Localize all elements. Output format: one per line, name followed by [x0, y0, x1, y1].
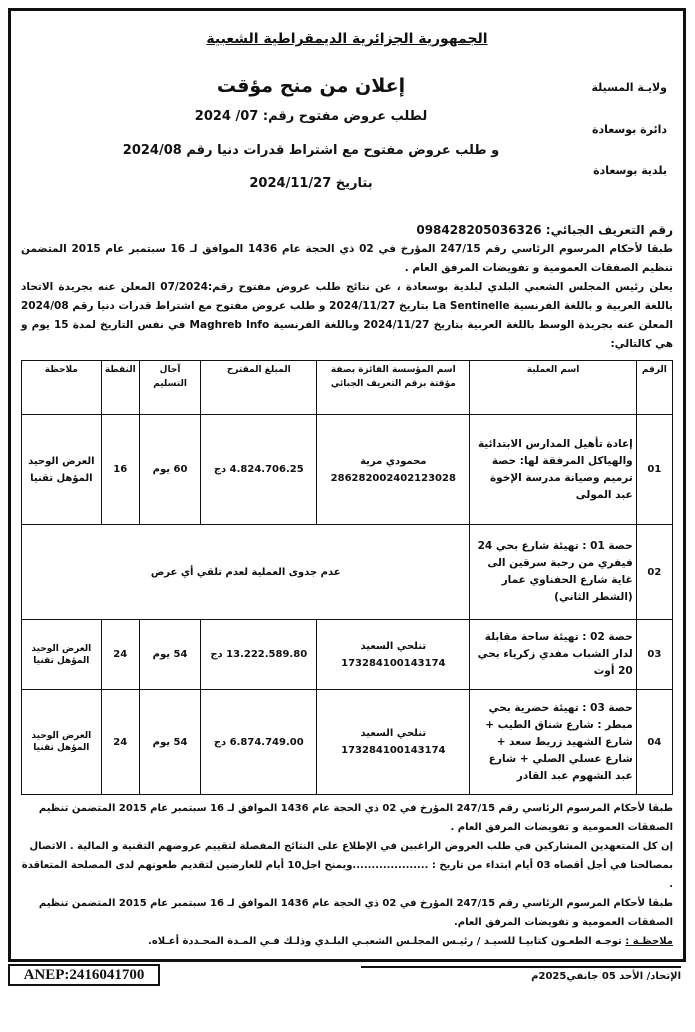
legal-reference-2: طبقا لأحكام المرسوم الرئاسي رقم 247/15 المؤرخ في 02 ذي الحجة عام 1436 الموافق لـ 16 سبتمبر عام 2015 المتضمن تنظيم الصفقات العمومية و تفويضات المرفق العام . — [38, 803, 673, 833]
company-id: 286282002402123028 — [330, 472, 456, 484]
legal-reference: طبقا لأحكام المرسوم الرئاسي رقم 247/15 المؤرخ في 02 ذي الحجة عام 1436 الموافق لـ 16 سبتمبر عام 2015 المتضمن تنظيم الصفقات العمومية و تفويضات المرفق العام . — [21, 243, 673, 274]
row-number: 02 — [636, 525, 672, 620]
tender-line-2: و طلب عروض مفتوح مع اشتراط قدرات دنيا رقم 2024/08 — [122, 143, 500, 158]
daira-label: دائرة بوسعادة — [591, 123, 667, 136]
col-operation: اسم العملية — [470, 361, 636, 415]
fiscal-id: رقم التعريف الجبائي: 098428205036326 — [416, 223, 673, 237]
wilaya-label: ولايـة المسيلة — [591, 81, 667, 94]
col-company: اسم المؤسسة الفائزة بصفة مؤقتة برقم التعريف الجبائي — [317, 361, 470, 415]
row-delay: 60 يوم — [139, 415, 200, 525]
document-header — [21, 11, 673, 216]
row-amount: 4.824.706.25 دج — [201, 415, 317, 525]
row-delay: 54 يوم — [139, 620, 200, 690]
row-delay: 54 يوم — [139, 690, 200, 795]
col-amount: المبلغ المقترح — [201, 361, 317, 415]
row-amount: 13.222.589.80 دج — [201, 620, 317, 690]
republic-heading: الجمهورية الجزائرية الديمقراطية الشعبية — [206, 31, 488, 47]
announcement-text: يعلن رئيس المجلس الشعبي البلدي لبلدية بوسعادة ، عن نتائج طلب عروض مفتوح رقم:07/2024 المعلن عنه بجريدة الاتحاد باللغة العربية و باللغة الفرنسية La Sentinelle بتاريخ 2024/11/27 و طلب عروض مفتوح مع اشتراط قدرات دنيا رقم 2024/08 المعلن عنه بجريدة الوسط باللغة العربية بتاريخ 2024/11/27 وباللغة الفرنسية Maghreb Info في نفس التاريخ لمدة 15 يوم و هي كالتالي: — [21, 281, 674, 350]
row-number: 01 — [636, 415, 672, 525]
row-score: 24 — [101, 690, 139, 795]
table-row — [22, 620, 673, 690]
table-row — [22, 415, 673, 525]
row-score: 24 — [101, 620, 139, 690]
row-remark: العرض الوحيد المؤهل تقنيا — [22, 620, 102, 690]
row-operation: إعادة تأهيل المدارس الابتدائية والهياكل المرفقة لها: حصة ترميم وصيانة مدرسة الإخوة عبد المولى — [470, 415, 636, 525]
row-amount: 6.874.749.00 دج — [201, 690, 317, 795]
company-id: 173284100143174 — [341, 657, 446, 669]
company-id: 173284100143174 — [341, 745, 446, 756]
row-number: 04 — [636, 690, 672, 795]
results-table — [21, 360, 673, 795]
document-frame — [8, 8, 686, 962]
row-company — [317, 690, 470, 795]
row-operation: حصة 03 : تهيئة حضرية بحي مبطر : شارع شناق الطيب + شارع الشهيد زريط سعد + شارع عسلي الصلي + شارع عبد الشهوم عبد القادر — [470, 690, 636, 795]
company-name: تنلحي السعيد — [360, 640, 427, 652]
anep-reference: ANEP:2416041700 — [8, 964, 160, 986]
row-operation: حصة 02 : تهيئة ساحة مقابلة لدار الشباب مفدي زكرياء بحي 20 أوت — [470, 620, 636, 690]
announcement-title: إعلان من منح مؤقت — [216, 75, 406, 97]
remark-text: توجـه الطعـون كتابيـا للسيـد / رئيـس المجلـس الشعبـي البلـدي وذلـك فـي المـدة المحـددة أعـلاه. — [148, 936, 622, 947]
table-row — [22, 690, 673, 795]
tender-date: بتاريخ 2024/11/27 — [249, 176, 373, 191]
col-number: الرقم — [636, 361, 672, 415]
legal-reference-3: طبقا لأحكام المرسوم الرئاسي رقم 247/15 المؤرخ في 02 ذي الحجة عام 1436 الموافق لـ 16 سبتمبر عام 2015 المتضمن تنظيم الصفقات العمومية و تفويضات المرفق العام. — [38, 898, 673, 928]
newspaper-footer: الإتحاد/ الأحد 05 جانفي2025م — [361, 966, 681, 982]
page-footer — [8, 962, 686, 992]
company-name: محمودي مرية — [360, 455, 427, 467]
commune-label: بلدية بوسعادة — [593, 164, 667, 177]
row-unsuccessful-note: عدم جدوى العملية لعدم تلقي أي عرض — [22, 525, 470, 620]
row-remark: العرض الوحيد المؤهل تقنيا — [22, 415, 102, 525]
row-company — [317, 620, 470, 690]
col-remark: ملاحظة — [22, 361, 102, 415]
row-company — [317, 415, 470, 525]
tender-line-1: لطلب عروض مفتوح رقم: 07/ 2024 — [194, 109, 428, 124]
col-score: النقطة — [101, 361, 139, 415]
col-delay: آجال التسليم — [139, 361, 200, 415]
company-name: تنلحي السعيد — [360, 728, 427, 739]
row-operation: حصة 01 : تهيئة شارع بحي 24 فيفري من رحبة سرقين الى غاية شارع الحفناوي عمار (الشطر الثاني) — [470, 525, 636, 620]
row-remark: العرض الوحيد المؤهل تقنيا — [22, 690, 102, 795]
invitation-text: إن كل المتعهدين المشاركين في طلب العروض الراغبين في الإطلاع على النتائج المفصلة لتقييم عروضهم التقنية و المالية . الاتصال بمصالحنا في أجل أقصاه 03 أيام ابتداء من تاريخ : ....................ويمنح اجل10 أيام للعارضين لتقديم طعونهم لدى المصلحة المتعاقدة . — [21, 841, 673, 890]
table-row — [22, 525, 673, 620]
remark-label: ملاحظـة : — [625, 936, 673, 947]
appeal-remark — [21, 932, 673, 951]
row-score: 16 — [101, 415, 139, 525]
row-number: 03 — [636, 620, 672, 690]
table-header-row — [22, 361, 673, 415]
